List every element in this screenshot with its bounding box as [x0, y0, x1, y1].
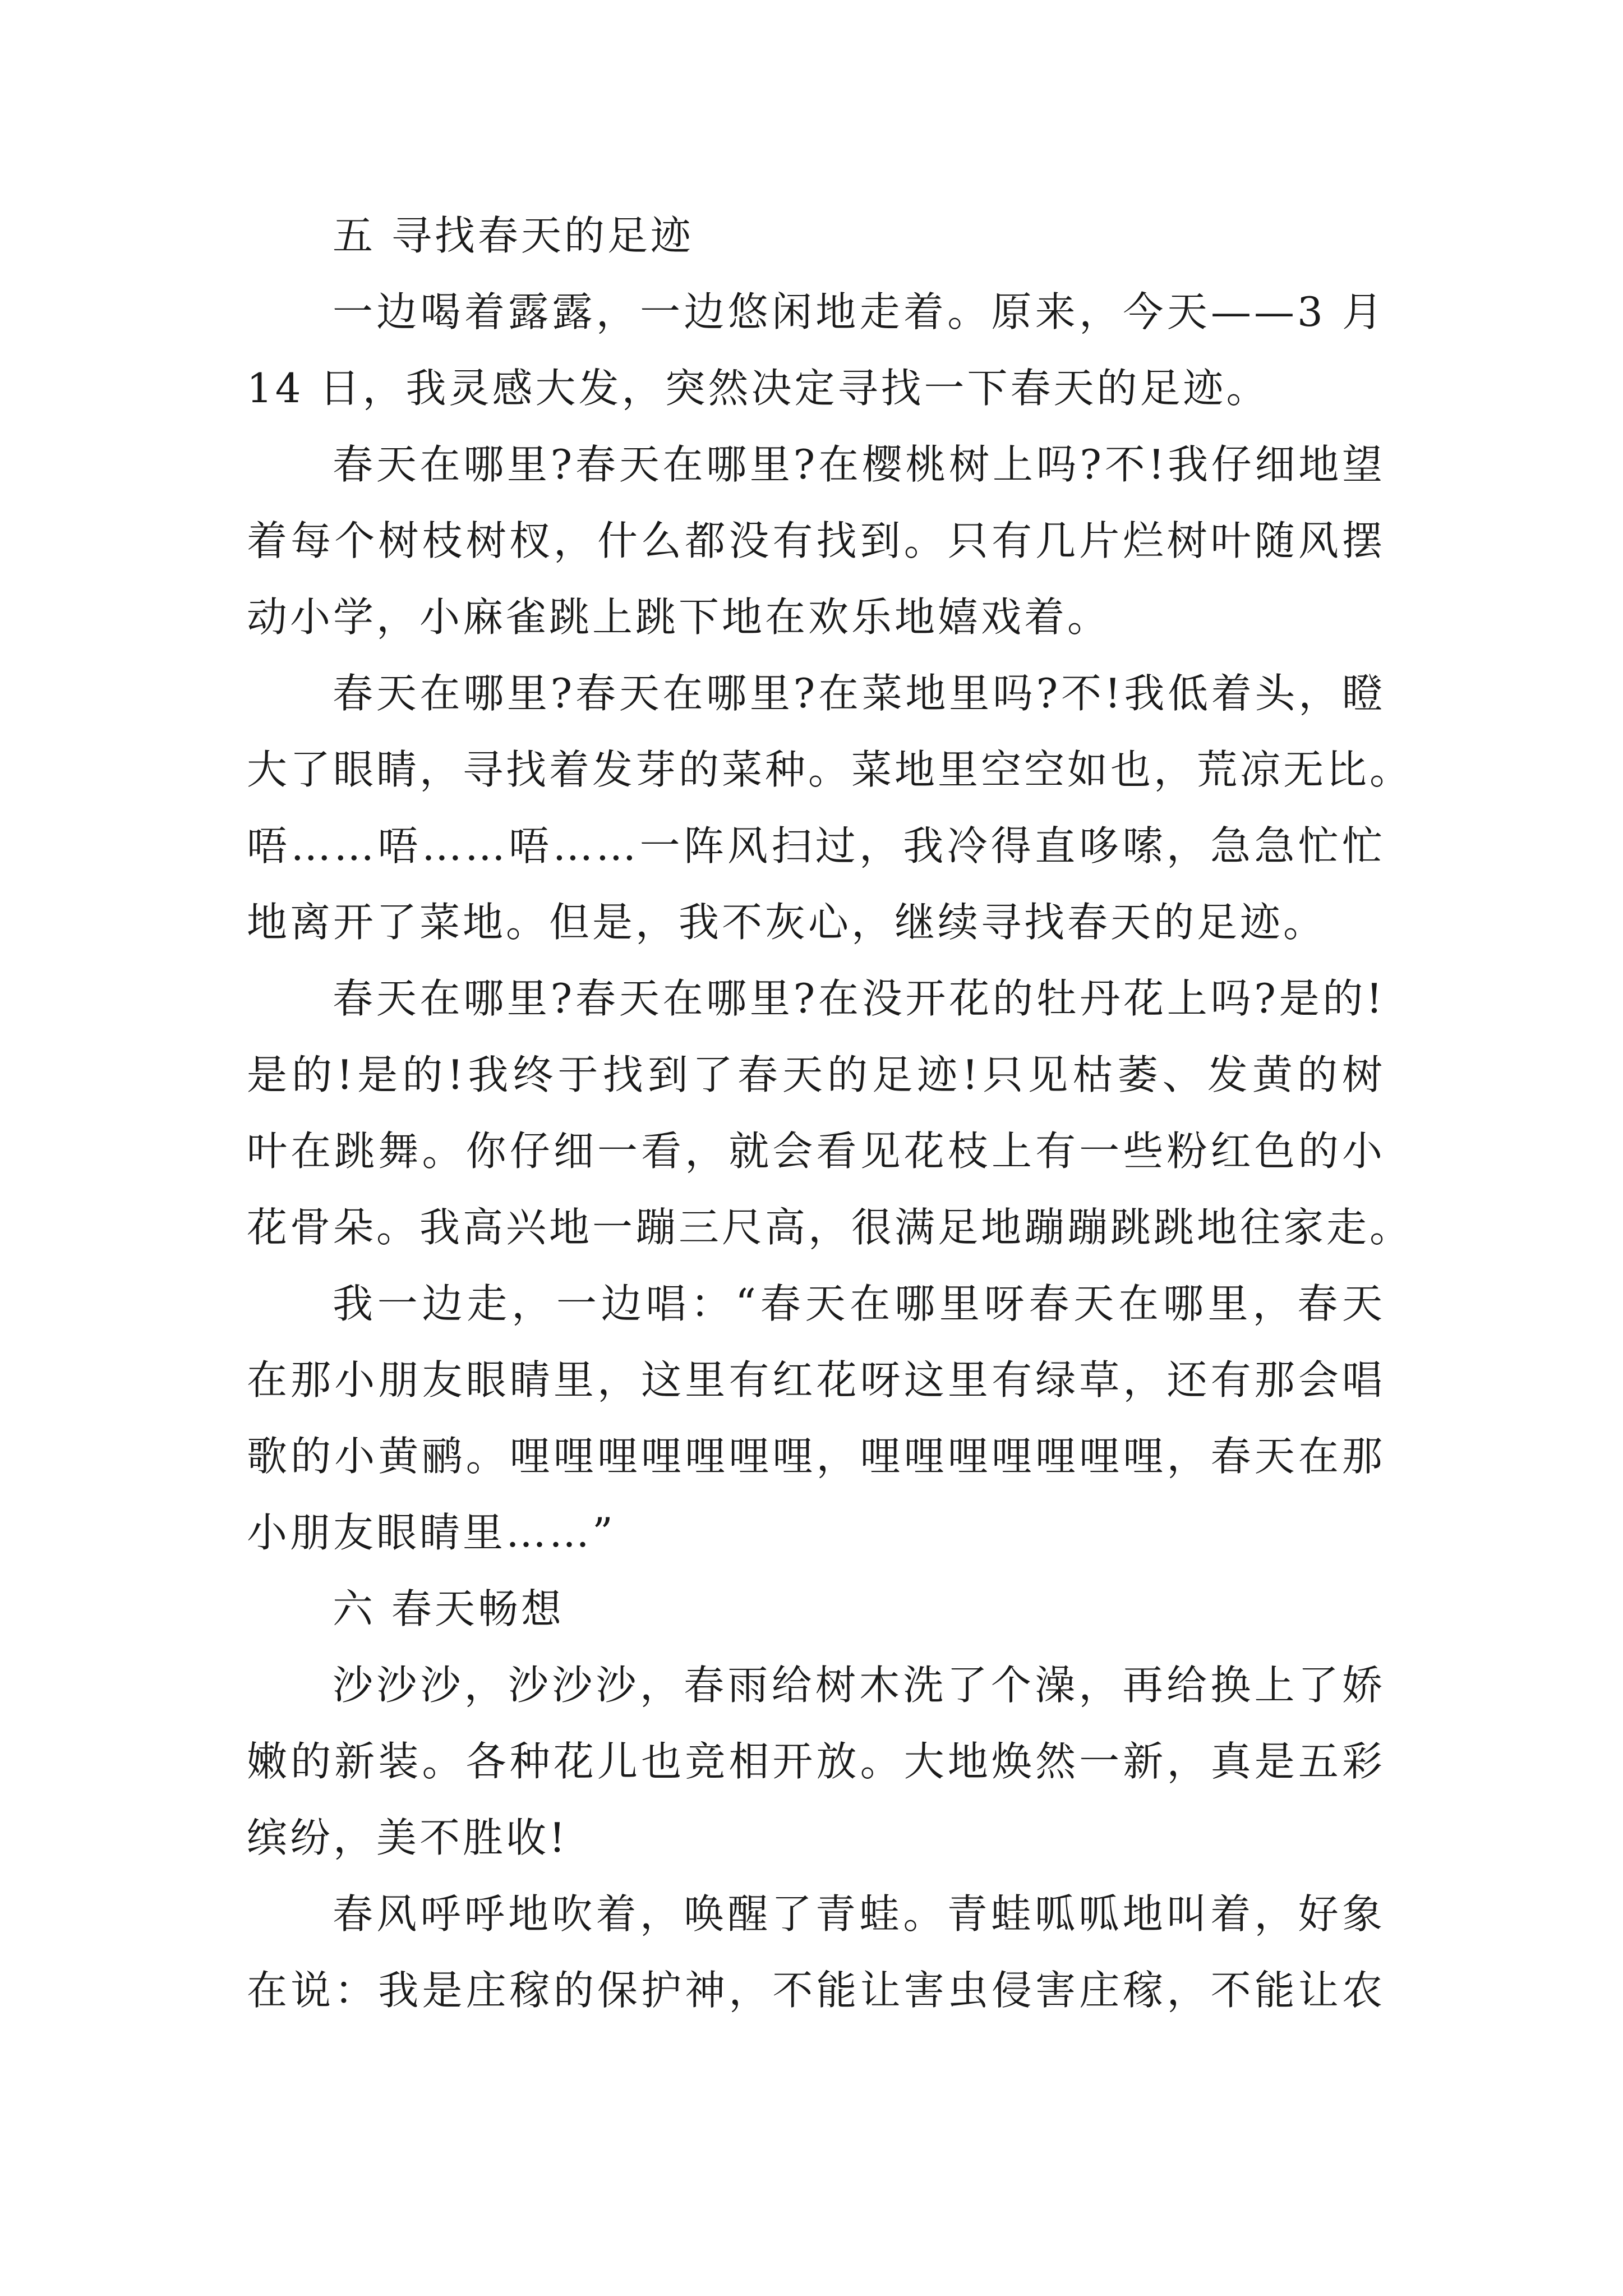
- paragraph-line: 小朋友眼睛里……”: [247, 1509, 616, 1556]
- paragraph-line: 唔……唔……唔……一阵风扫过，我冷得直哆嗦，急急忙忙: [247, 822, 1385, 869]
- paragraph-line: 大了眼睛，寻找着发芽的菜种。菜地里空空如也，荒凉无比。: [247, 746, 1413, 793]
- paragraph-line: 叶在跳舞。你仔细一看，就会看见花枝上有一些粉红色的小: [247, 1128, 1385, 1175]
- paragraph-6: [247, 1647, 1385, 1876]
- paragraph-line: 缤纷，美不胜收!: [247, 1814, 568, 1861]
- paragraph-line: 动小学，小麻雀跳上跳下地在欢乐地嬉戏着。: [247, 593, 1111, 641]
- paragraph-line: 我一边走，一边唱：“春天在哪里呀春天在哪里，春天: [333, 1280, 1385, 1327]
- paragraph-line: 春天在哪里?春天在哪里?在樱桃树上吗?不!我仔细地望: [333, 441, 1385, 488]
- paragraph-4: [247, 960, 1413, 1266]
- paragraph-7: [247, 1876, 1385, 2028]
- paragraph-line: 沙沙沙，沙沙沙，春雨给树木洗了个澡，再给换上了娇: [333, 1662, 1385, 1709]
- section-heading-5: 五 寻找春天的足迹: [333, 212, 694, 259]
- paragraph-line: 地离开了菜地。但是，我不灰心，继续寻找春天的足迹。: [247, 899, 1327, 946]
- paragraph-line: 花骨朵。我高兴地一蹦三尺高，很满足地蹦蹦跳跳地往家走。: [247, 1204, 1413, 1251]
- paragraph-1: [247, 274, 1385, 426]
- paragraph-line: 春风呼呼地吹着，唤醒了青蛙。青蛙呱呱地叫着，好象: [333, 1890, 1385, 1938]
- paragraph-line: 春天在哪里?春天在哪里?在没开花的牡丹花上吗?是的!: [333, 975, 1385, 1022]
- paragraph-5: [247, 1266, 1385, 1571]
- paragraph-line: 一边喝着露露，一边悠闲地走着。原来，今天——3 月: [333, 288, 1385, 335]
- paragraph-line: 是的!是的!我终于找到了春天的足迹!只见枯萎、发黄的树: [247, 1051, 1385, 1098]
- paragraph-line: 在那小朋友眼睛里，这里有红花呀这里有绿草，还有那会唱: [247, 1356, 1385, 1404]
- paragraph-line: 春天在哪里?春天在哪里?在菜地里吗?不!我低着头，瞪: [333, 670, 1385, 717]
- paragraph-line: 嫩的新装。各种花儿也竞相开放。大地焕然一新，真是五彩: [247, 1738, 1385, 1785]
- section-heading-6: 六 春天畅想: [333, 1585, 564, 1632]
- document-body: [247, 197, 1413, 2028]
- paragraph-line: 14 日，我灵感大发，突然决定寻找一下春天的足迹。: [247, 365, 1270, 412]
- paragraph-2: [247, 426, 1385, 655]
- paragraph-line: 着每个树枝树杈，什么都没有找到。只有几片烂树叶随风摆: [247, 517, 1385, 564]
- paragraph-line: 在说：我是庄稼的保护神，不能让害虫侵害庄稼，不能让农: [247, 1967, 1385, 2014]
- paragraph-line: 歌的小黄鹂。哩哩哩哩哩哩哩，哩哩哩哩哩哩哩，春天在那: [247, 1433, 1385, 1480]
- paragraph-3: [247, 655, 1413, 960]
